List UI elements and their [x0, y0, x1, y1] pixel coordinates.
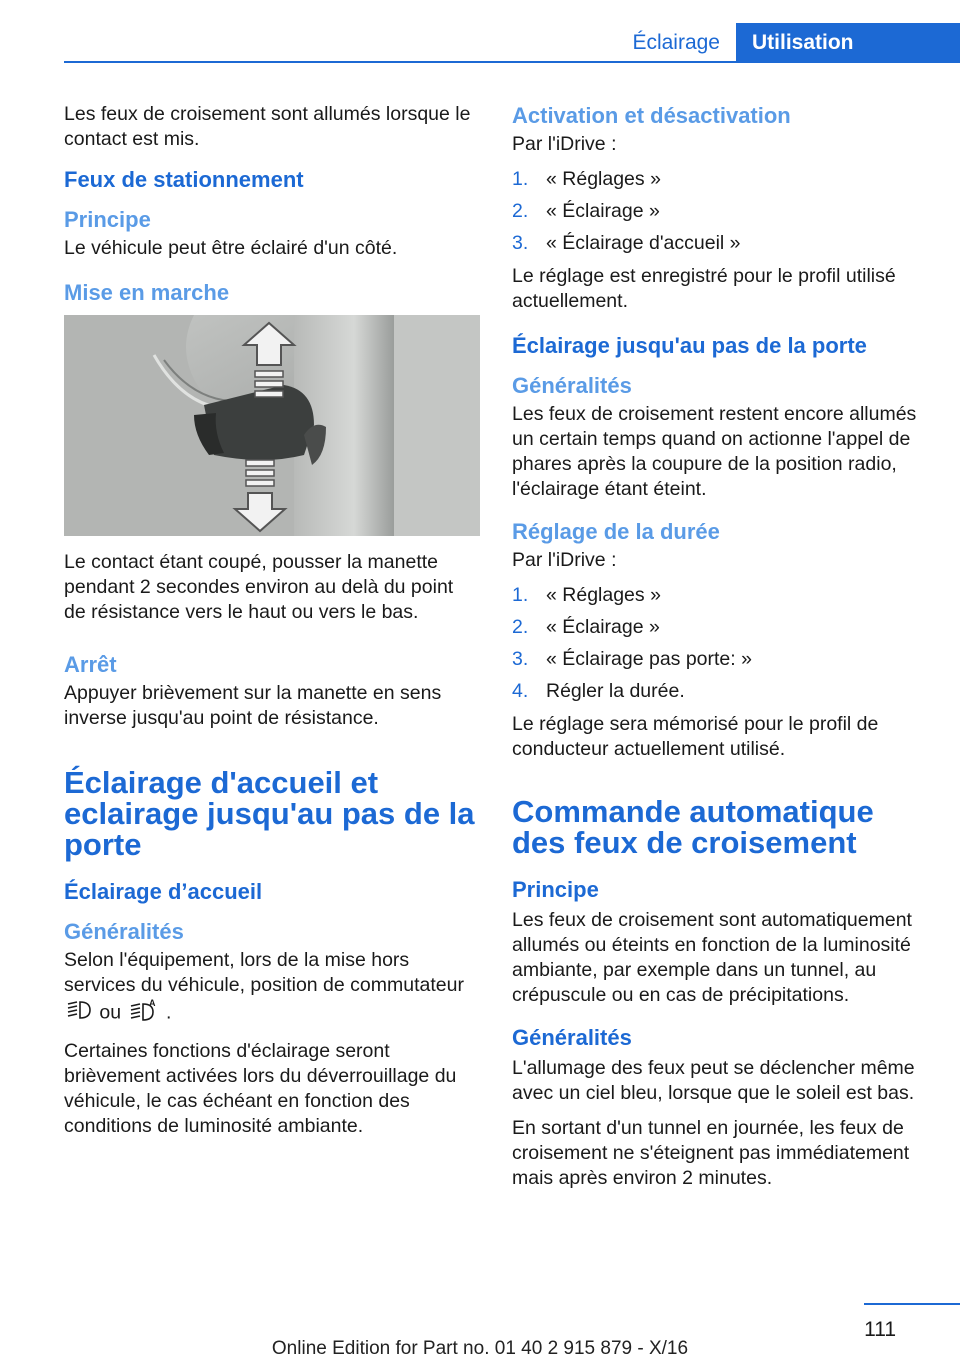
- arret-paragraph: Appuyer brièvement sur la manette en sens inverse jusqu'au point de résistance.: [64, 682, 442, 729]
- mise-en-marche-paragraph: Le contact étant coupé, pousser la manette pendant 2 secondes environ au delà du point de résistance vers le haut ou vers le bas.: [64, 551, 454, 623]
- heading-generalites-2: Généralités: [512, 1025, 632, 1050]
- pas-porte-paragraph: Les feux de croisement restent encore allumés un certain temps quand on actionne l'appel de phares après la coupure de la position radio, l'éclairage étant éteint.: [512, 403, 917, 500]
- footer-rule: [864, 1303, 960, 1305]
- duree-paragraph: Le réglage sera mémorisé pour le profil de conducteur actuellement utilisé.: [512, 713, 879, 760]
- heading-principe-auto: Principe: [512, 877, 599, 902]
- page-number: 111: [864, 1318, 896, 1341]
- heading-generalites: Généralités: [64, 919, 184, 944]
- list-item: 3. « Éclairage pas porte: »: [512, 648, 752, 670]
- svg-text:A: A: [148, 998, 156, 1008]
- stalk-illustration: [64, 315, 480, 536]
- heading-generalites-1: Généralités: [512, 373, 632, 398]
- heading-eclairage-accueil-section: Éclairage d'accueil et eclairage jusqu'au pas de la porte: [64, 765, 475, 862]
- list-item: 2. « Éclairage »: [512, 616, 660, 638]
- par-idrive-2: Par l'iDrive :: [512, 549, 617, 571]
- certaines-fonctions-paragraph: Certaines fonctions d'éclairage seront brièvement activées lors du déverrouillage du véhicule, le cas échéant en fonction des conditions de luminosité ambiante.: [64, 1040, 457, 1137]
- principe-auto-paragraph: Les feux de croisement sont automatiquement allumés ou éteints en fonction de la luminosité ambiante, par exemple dans un tunnel, au crépuscule ou en cas de précipitations.: [512, 909, 912, 1006]
- list-item: 1. « Réglages »: [512, 584, 661, 606]
- generalites-text-a: Selon l'équipement, lors de la mise hors services du véhicule, position de commutateur: [64, 949, 464, 996]
- reglage-paragraph: Le réglage est enregistré pour le profil utilisé actuellement.: [512, 265, 896, 312]
- online-edition-note: Online Edition for Part no. 01 40 2 915 879 - X/16: [271, 1338, 689, 1359]
- generalites-auto-paragraph-1: L'allumage des feux peut se déclencher même avec un ciel bleu, lorsque que le soleil est bas.: [512, 1057, 915, 1104]
- list-item: 1. « Réglages »: [512, 168, 661, 190]
- generalites-text-b: ou: [99, 1001, 122, 1024]
- idrive-steps-2: [512, 583, 928, 704]
- auto-headlight-icon: [127, 998, 161, 1029]
- left-column: [64, 102, 480, 1149]
- list-item: 2. « Éclairage »: [512, 200, 660, 222]
- heading-activation: Activation et désactivation: [512, 103, 791, 128]
- header-section-title: Éclairage: [632, 31, 720, 54]
- header-rule: [64, 61, 960, 63]
- heading-commande-auto: Commande automatique des feux de croisement: [512, 794, 874, 860]
- page-header: [0, 23, 960, 63]
- heading-principe: Principe: [64, 207, 151, 232]
- right-column: [512, 102, 928, 1201]
- heading-arret: Arrêt: [64, 652, 117, 677]
- par-idrive-1: Par l'iDrive :: [512, 133, 617, 155]
- generalites-auto-paragraph-2: En sortant d'un tunnel en journée, les feux de croisement ne s'éteignent pas immédiatement mais après environ 2 minutes.: [512, 1117, 910, 1189]
- generalites-text-c: .: [165, 1001, 172, 1024]
- heading-pas-porte: Éclairage jusqu'au pas de la porte: [512, 333, 867, 358]
- header-chapter-tab: Utilisation: [736, 23, 960, 63]
- heading-duree: Réglage de la durée: [512, 519, 720, 544]
- heading-feux-stationnement: Feux de stationnement: [64, 167, 304, 192]
- principe-paragraph: Le véhicule peut être éclairé d'un côté.: [64, 237, 398, 259]
- low-beam-icon: [64, 999, 94, 1028]
- list-item: 4. Régler la durée.: [512, 680, 685, 702]
- intro-paragraph: Les feux de croisement sont allumés lorsque le contact est mis.: [64, 103, 471, 150]
- heading-mise-en-marche: Mise en marche: [64, 280, 230, 305]
- list-item: 3. « Éclairage d'accueil »: [512, 232, 741, 254]
- idrive-steps-1: [512, 167, 928, 256]
- generalites-paragraph: [64, 948, 480, 1029]
- stalk-illustration-svg: [64, 315, 480, 536]
- heading-eclairage-accueil: Éclairage d’accueil: [64, 879, 263, 904]
